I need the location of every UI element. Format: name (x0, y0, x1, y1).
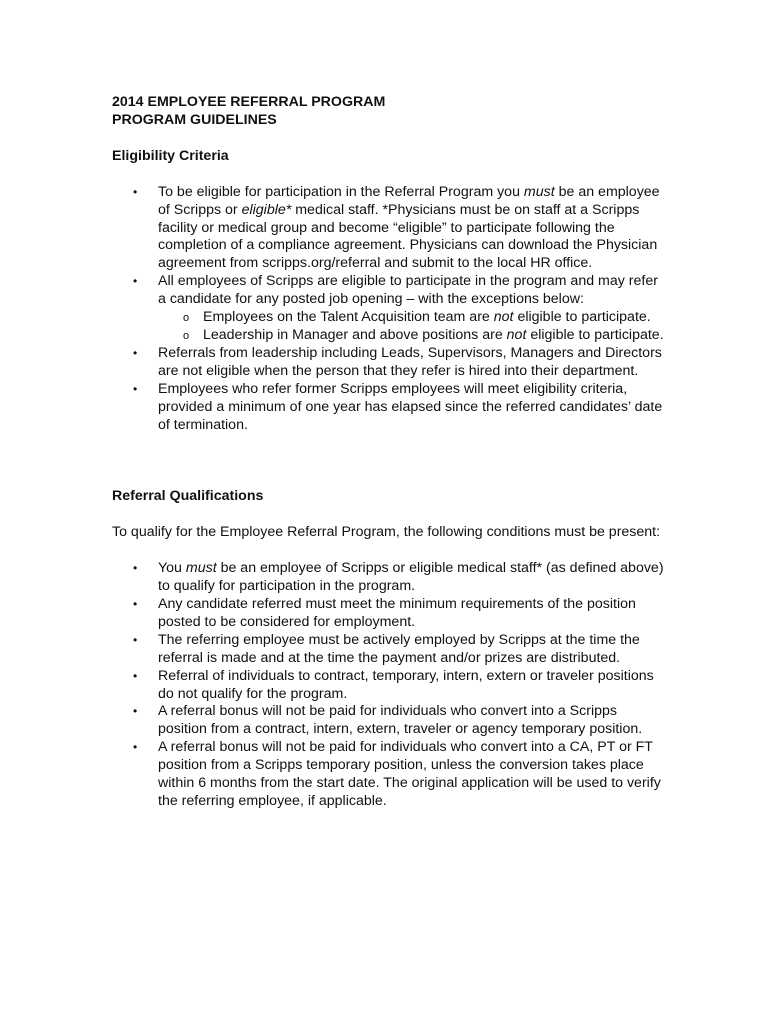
bullet-icon: • (133, 740, 138, 755)
eligibility-list (112, 184, 664, 435)
item-text: medical staff. *Physicians must be on staff at a Scripps facility or medical group and become “eligible” to participate following the completion of a compliance agreement. Physicians can download the Physician agreement from scripps.org/referral and submit to the local HR office. (158, 201, 658, 272)
item-emphasis: not (493, 309, 514, 326)
item-text: Any candidate referred must meet the minimum requirements of the position posted to be considered for employment. (158, 596, 636, 630)
item-text: Employees on the Talent Acquisition team are (203, 309, 494, 326)
list-item (112, 381, 664, 435)
sub-bullet-icon: o (183, 329, 190, 342)
exceptions-list (158, 309, 664, 345)
bullet-icon: • (133, 274, 138, 289)
item-text: Referral of individuals to contract, temporary, intern, extern or traveler positions do not qualify for the program. (158, 667, 654, 702)
list-item (112, 560, 664, 596)
item-text: Referrals from leadership including Leads, Supervisors, Managers and Directors are not eligible when the person that they refer is hired into their department. (158, 344, 662, 379)
qualifications-heading: Referral Qualifications (112, 488, 264, 505)
bullet-icon: • (133, 345, 138, 360)
bullet-icon: • (133, 381, 138, 396)
item-text: eligible to participate. (513, 309, 651, 326)
qualifications-intro: To qualify for the Employee Referral Program, the following conditions must be present: (112, 524, 661, 541)
item-emphasis: must (523, 183, 555, 200)
bullet-icon: • (133, 632, 138, 647)
bullet-icon: • (133, 184, 138, 199)
item-text: You (158, 560, 186, 577)
list-item (112, 668, 664, 704)
qualifications-list (112, 560, 664, 811)
list-item (112, 596, 664, 632)
list-item (112, 345, 664, 381)
list-item (112, 703, 664, 739)
item-text: Employees who refer former Scripps employees will meet eligibility criteria, provided a minimum of one year has elapsed since the referred candidates’ date of termination. (158, 380, 663, 433)
item-text: Leadership in Manager and above positions are (203, 326, 507, 343)
item-text: The referring employee must be actively employed by Scripps at the time the referral is made and at the time the payment and/or prizes are distributed. (158, 631, 640, 666)
list-item (112, 632, 664, 668)
title-line-2: PROGRAM GUIDELINES (112, 111, 277, 128)
document-body (112, 94, 664, 811)
sub-bullet-icon: o (183, 312, 190, 325)
item-emphasis: not (506, 326, 527, 343)
bullet-icon: • (133, 561, 138, 576)
document-title (112, 94, 664, 130)
item-text: eligible to participate. (526, 326, 664, 343)
list-item (112, 273, 664, 345)
item-text: be an employee of Scripps or eligible medical staff* (as defined above) to qualify for participation in the program. (158, 560, 664, 595)
item-text: A referral bonus will not be paid for individuals who convert into a CA, PT or FT position from a Scripps temporary position, unless the conversion takes place within 6 months from the start date. The original application will be used to verify the referring employee, if applicable. (158, 739, 661, 809)
item-text: All employees of Scripps are eligible to participate in the program and may refer a candidate for any posted job opening – with the exceptions below: (158, 273, 658, 308)
item-text: A referral bonus will not be paid for individuals who convert into a Scripps position from a contract, intern, extern, traveler or agency temporary position. (158, 703, 643, 738)
title-line-1: 2014 EMPLOYEE REFERRAL PROGRAM (112, 94, 386, 110)
bullet-icon: • (133, 704, 138, 719)
item-text: To be eligible for participation in the Referral Program you (158, 183, 524, 200)
list-item (158, 309, 664, 327)
list-item (158, 327, 664, 345)
eligibility-heading: Eligibility Criteria (112, 147, 229, 164)
item-emphasis: must (185, 560, 217, 577)
bullet-icon: • (133, 668, 138, 683)
list-item (112, 739, 664, 811)
item-text: be an employee of Scripps or (158, 183, 660, 218)
bullet-icon: • (133, 597, 138, 612)
list-item (112, 184, 664, 274)
item-emphasis: eligible* (241, 201, 292, 218)
